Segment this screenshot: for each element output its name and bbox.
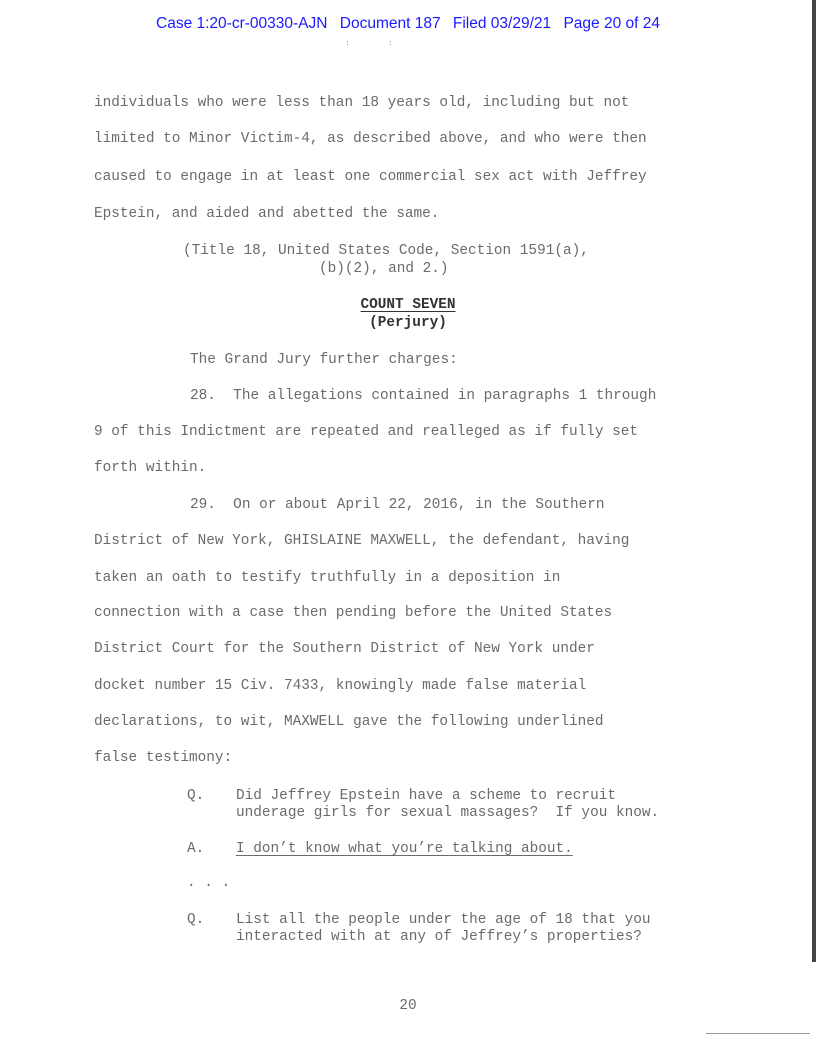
case-number: Case 1:20-cr-00330-AJN [156, 15, 328, 32]
scan-bottom-line [706, 1033, 810, 1034]
question-label: Q. [187, 788, 205, 804]
page-of: Page 20 of 24 [563, 15, 660, 32]
citation-line: (b)(2), and 2.) [319, 261, 449, 277]
body-line: limited to Minor Victim-4, as described above, and who were then [94, 131, 647, 147]
answer-text: I don’t know what you’re talking about. [236, 841, 573, 857]
paragraph-29-line: District of New York, GHISLAINE MAXWELL, the defendant, having [94, 533, 630, 549]
paragraph-28-line: 9 of this Indictment are repeated and realleged as if fully set [94, 424, 639, 440]
document-number: Document 187 [339, 15, 441, 32]
filed-date: Filed 03/29/21 [452, 15, 552, 32]
citation-line: (Title 18, United States Code, Section 1591(a), [183, 243, 589, 259]
question-text: Did Jeffrey Epstein have a scheme to recruit [236, 788, 616, 804]
paragraph-29-line: 29. On or about April 22, 2016, in the Southern [190, 497, 605, 513]
scan-edge [812, 0, 816, 962]
body-line: caused to engage in at least one commercial sex act with Jeffrey [94, 169, 647, 185]
court-filing-header [0, 15, 816, 33]
paragraph-28-line: forth within. [94, 460, 207, 476]
paragraph-29-line: taken an oath to testify truthfully in a deposition in [94, 570, 561, 586]
paragraph-29-line: connection with a case then pending before the United States [94, 605, 613, 621]
paragraph-29-line: false testimony: [94, 750, 233, 766]
grand-jury-line: The Grand Jury further charges: [190, 352, 458, 368]
paragraph-28-line: 28. The allegations contained in paragraphs 1 through [190, 388, 657, 404]
paragraph-29-line: declarations, to wit, MAXWELL gave the following underlined [94, 714, 604, 730]
answer-label: A. [187, 841, 205, 857]
body-line: Epstein, and aided and abetted the same. [94, 206, 440, 222]
count-subtitle: (Perjury) [369, 315, 447, 331]
question-text: List all the people under the age of 18 that you [236, 912, 651, 928]
paragraph-29-line: District Court for the Southern District of New York under [94, 641, 595, 657]
page-number: 20 [399, 998, 417, 1014]
question-label: Q. [187, 912, 205, 928]
scan-specks: :: [345, 38, 431, 47]
body-line: individuals who were less than 18 years old, including but not [94, 95, 630, 111]
question-text: interacted with at any of Jeffrey’s properties? [236, 929, 642, 945]
paragraph-29-line: docket number 15 Civ. 7433, knowingly made false material [94, 678, 587, 694]
question-text: underage girls for sexual massages? If you know. [236, 805, 660, 821]
count-title: COUNT SEVEN [360, 297, 456, 313]
ellipsis: . . . [187, 875, 231, 891]
